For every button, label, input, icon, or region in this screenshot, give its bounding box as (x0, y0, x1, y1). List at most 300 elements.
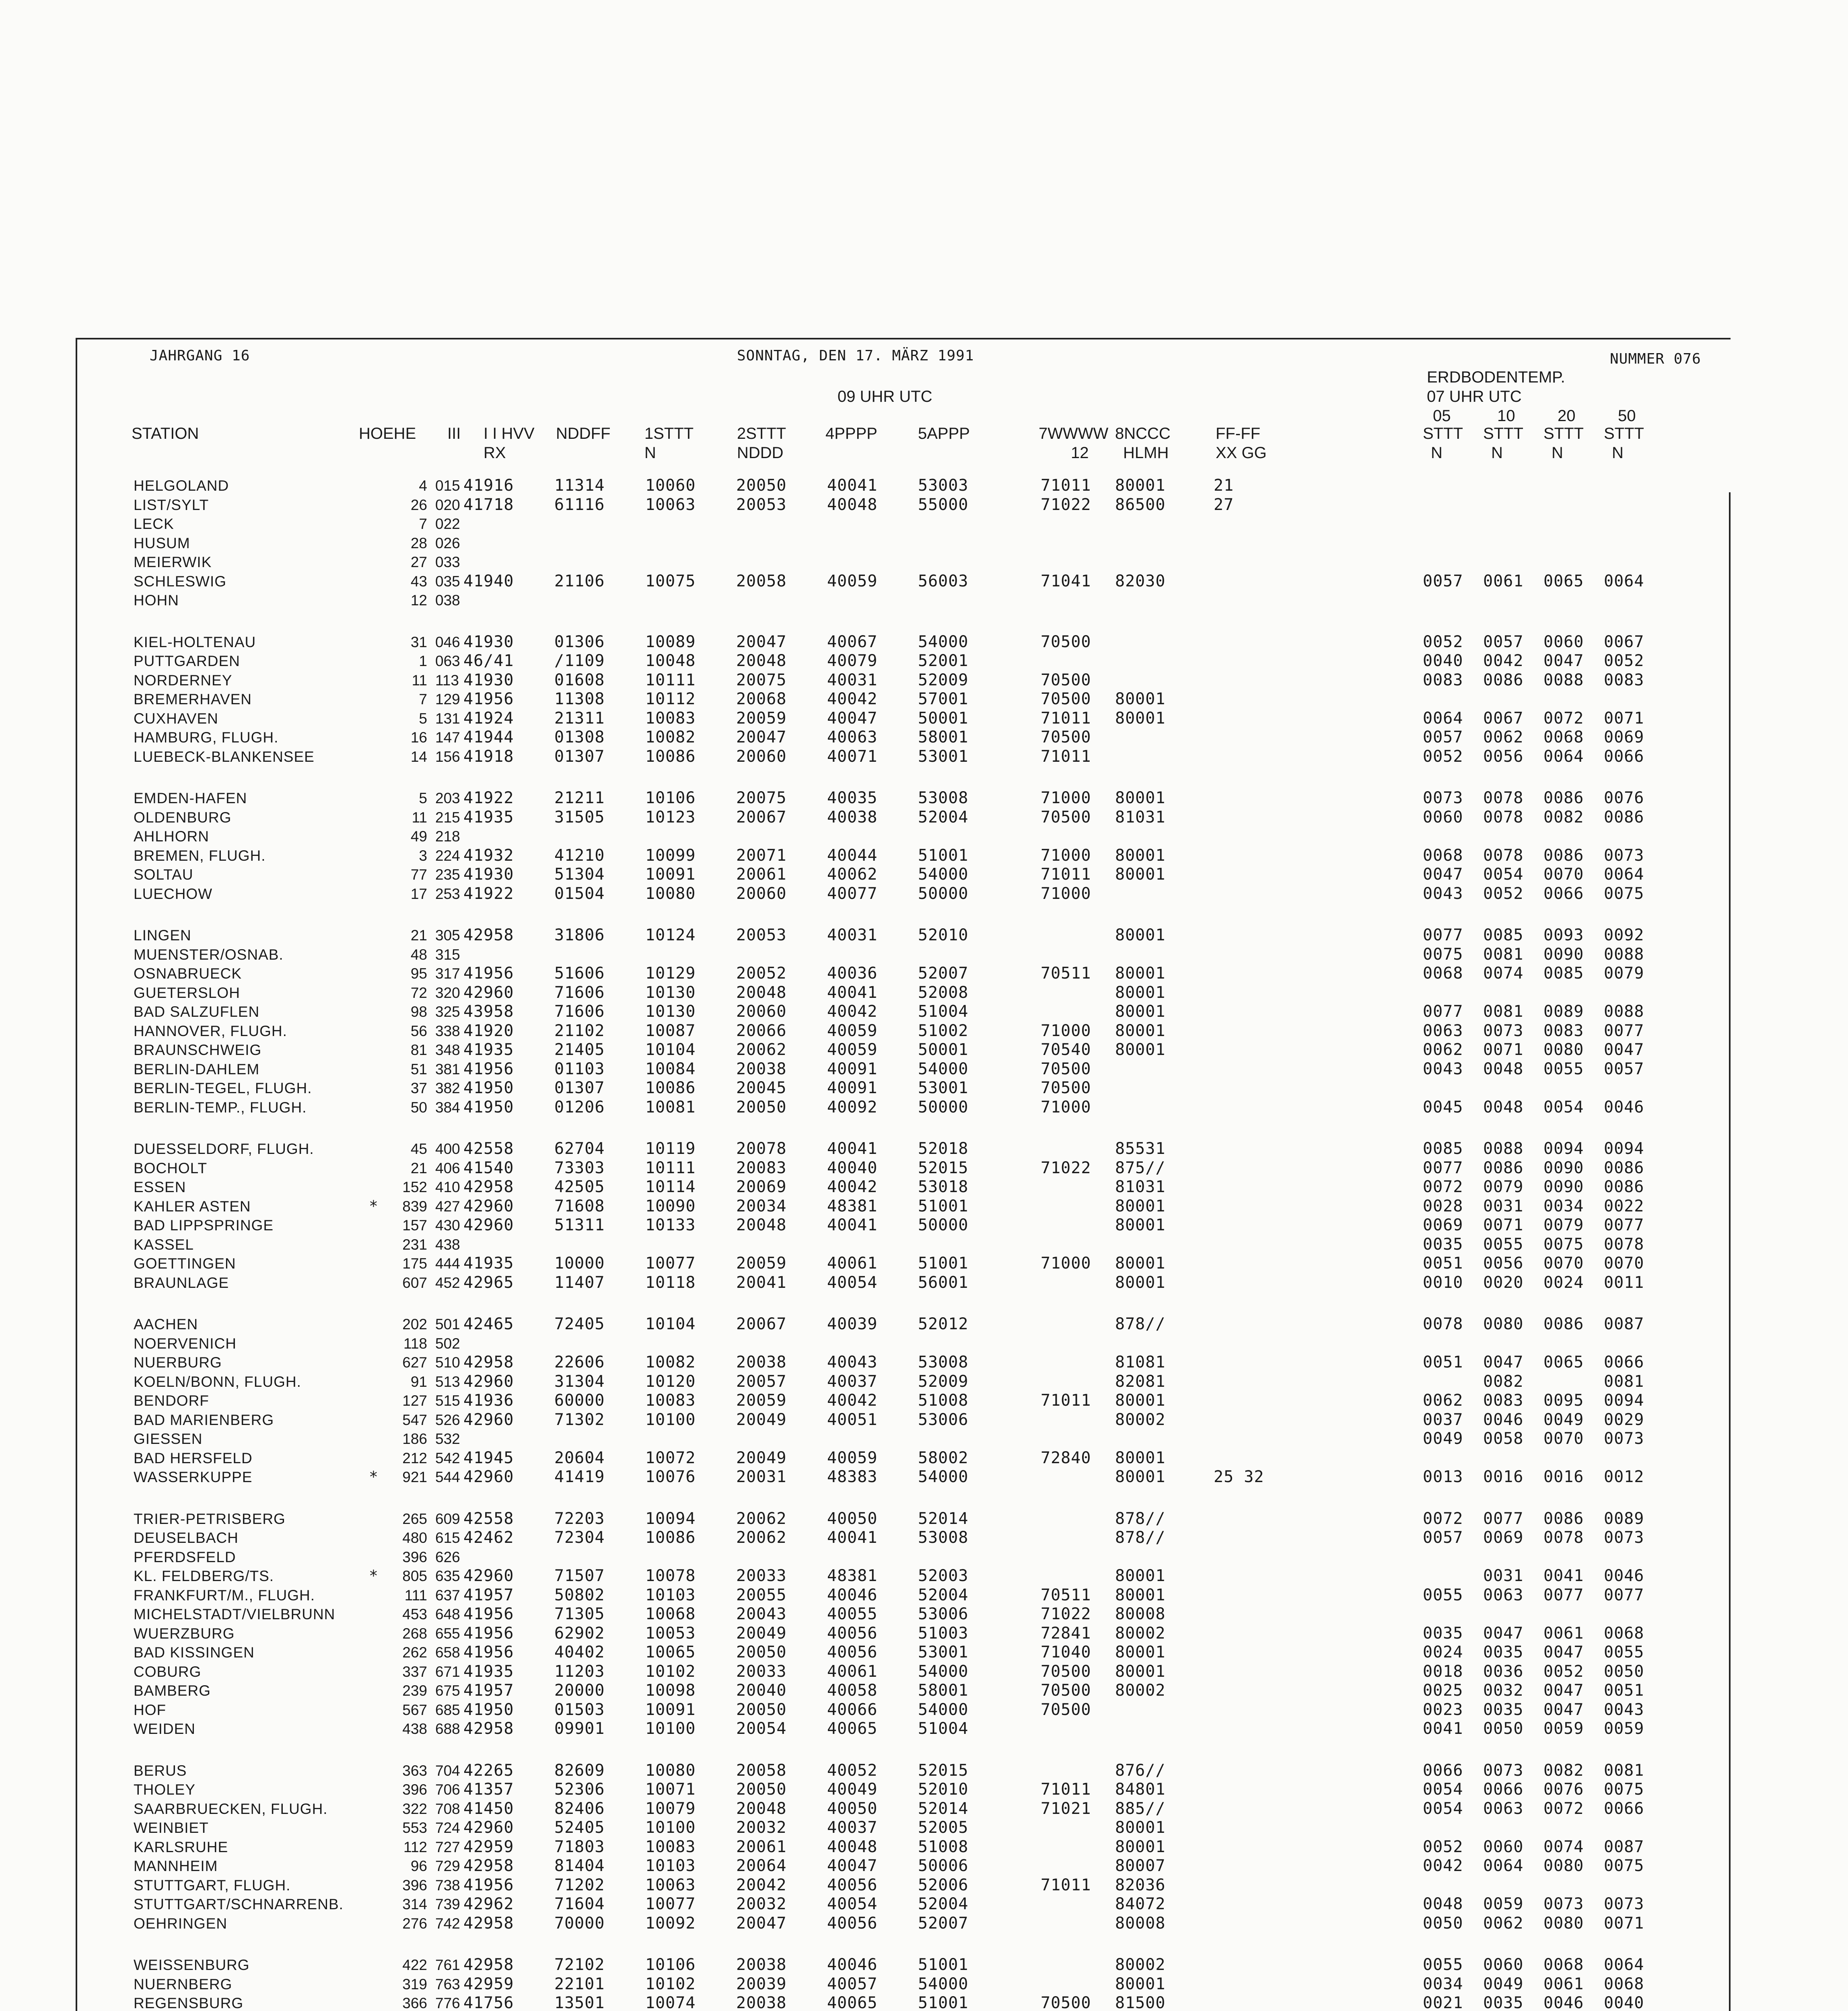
station-name: BAD KISSINGEN (134, 1644, 255, 1661)
obs-value: 10100 (645, 1818, 696, 1837)
soil-temp-value: 0077 (1423, 926, 1463, 944)
table-row (77, 926, 1727, 945)
soil-temp-value: 0089 (1543, 1002, 1584, 1021)
station-id: 615 (435, 1530, 460, 1546)
obs-value: 42558 (463, 1139, 514, 1158)
soil-temp-value: 0072 (1423, 1178, 1463, 1196)
soil-temp-value: 0052 (1423, 1837, 1463, 1856)
soil-temp-value: 0078 (1483, 846, 1524, 865)
depth-50: 50 (1618, 407, 1636, 425)
sheet-right-border (1729, 492, 1731, 2011)
obs-value: 40065 (827, 1994, 878, 2011)
obs-value: 31806 (554, 926, 605, 944)
obs-value: 20064 (736, 1857, 787, 1875)
obs-value: 41357 (463, 1780, 514, 1799)
table-row (77, 1429, 1727, 1449)
obs-value: /1109 (554, 652, 605, 670)
obs-value: 80001 (1115, 983, 1166, 1002)
obs-value: 20033 (736, 1567, 787, 1585)
soil-temp-value: 0086 (1604, 808, 1644, 827)
obs-value: 20050 (736, 476, 787, 495)
col-1sttt: 1STTT (644, 425, 694, 442)
table-row (77, 572, 1727, 591)
obs-value: 70500 (1041, 808, 1091, 827)
obs-value: 875// (1115, 1158, 1166, 1177)
soil-temp-value: 0068 (1543, 1955, 1584, 1974)
obs-value: 21 (1214, 476, 1234, 495)
obs-value: 42958 (463, 1955, 514, 1974)
obs-value: 40071 (827, 747, 878, 766)
soil-temp-value: 0077 (1543, 1585, 1584, 1604)
station-height: 175 (402, 1255, 427, 1272)
obs-value: 20039 (736, 1974, 787, 1993)
station-name: KOELN/BONN, FLUGH. (134, 1373, 301, 1390)
col-soil-05-sub: N (1431, 444, 1443, 462)
obs-value: 20052 (736, 964, 787, 983)
obs-value: 41932 (463, 846, 514, 865)
obs-value: 20062 (736, 1528, 787, 1547)
soil-temp-value: 0074 (1483, 964, 1524, 983)
obs-value: 40046 (827, 1955, 878, 1974)
obs-value: 40041 (827, 1216, 878, 1234)
obs-value: 20033 (736, 1662, 787, 1681)
obs-value: 82081 (1115, 1372, 1166, 1391)
obs-value: 41935 (463, 808, 514, 827)
soil-temp-value: 0012 (1604, 1468, 1644, 1486)
obs-value: 20049 (736, 1448, 787, 1467)
soil-temp-value: 0077 (1423, 1002, 1463, 1021)
obs-value: 40047 (827, 1857, 878, 1875)
obs-value: 41718 (463, 495, 514, 514)
soil-temp-value: 0069 (1604, 728, 1644, 746)
obs-value: 40050 (827, 1509, 878, 1528)
obs-value: 80001 (1115, 1002, 1166, 1021)
obs-value: 20062 (736, 1509, 787, 1528)
soil-temp-value: 0024 (1423, 1643, 1463, 1661)
station-id: 253 (435, 885, 460, 902)
station-height: 21 (410, 1160, 427, 1176)
station-height: 5 (419, 710, 427, 727)
soil-temp-value: 0082 (1483, 1372, 1524, 1391)
obs-value: 80001 (1115, 865, 1166, 884)
station-name: MANNHEIM (134, 1858, 218, 1874)
station-id: 739 (435, 1896, 460, 1912)
station-height: 438 (402, 1721, 427, 1737)
station-name: BERLIN-TEGEL, FLUGH. (134, 1080, 312, 1096)
obs-value: 71000 (1041, 1254, 1091, 1273)
obs-value: 40042 (827, 690, 878, 708)
obs-value: 80001 (1115, 476, 1166, 495)
table-row (77, 633, 1727, 652)
obs-value: 10123 (645, 808, 696, 827)
table-row (77, 1605, 1727, 1624)
obs-value: 53006 (918, 1605, 969, 1623)
station-id: 427 (435, 1198, 460, 1215)
obs-value: 10068 (645, 1605, 696, 1623)
obs-value: 40059 (827, 572, 878, 590)
station-name: SOLTAU (134, 866, 193, 883)
station-id: 515 (435, 1392, 460, 1409)
obs-value: 10104 (645, 1040, 696, 1059)
obs-value: 10114 (645, 1178, 696, 1196)
station-name: BRAUNLAGE (134, 1274, 229, 1291)
obs-value: 42965 (463, 1273, 514, 1292)
station-name: REGENSBURG (134, 1995, 244, 2011)
soil-temp-value: 0080 (1543, 1857, 1584, 1875)
obs-value: 25 32 (1214, 1468, 1264, 1486)
soil-temp-value: 0047 (1543, 652, 1584, 670)
obs-value: 10086 (645, 1528, 696, 1547)
soil-temp-value: 0063 (1483, 1585, 1524, 1604)
station-height: 231 (402, 1236, 427, 1253)
obs-value: 42960 (463, 983, 514, 1002)
station-name: LIST/SYLT (134, 496, 209, 513)
obs-value: 70500 (1041, 670, 1091, 689)
observation-table (77, 476, 1727, 2011)
station-name: DUESSELDORF, FLUGH. (134, 1141, 314, 1157)
table-row (77, 1780, 1727, 1799)
obs-value: 56003 (918, 572, 969, 590)
obs-value: 40042 (827, 1002, 878, 1021)
station-id: 501 (435, 1316, 460, 1332)
soil-temp-value: 0040 (1423, 652, 1463, 670)
station-name: NUERNBERG (134, 1976, 233, 1992)
obs-value: 72304 (554, 1528, 605, 1547)
obs-value: 20066 (736, 1021, 787, 1040)
table-row (77, 747, 1727, 767)
soil-temp-value: 0016 (1543, 1468, 1584, 1486)
obs-value: 53001 (918, 747, 969, 766)
soil-temp-value: 0063 (1423, 1021, 1463, 1040)
soil-temp-value: 0047 (1483, 1353, 1524, 1372)
station-height: 396 (402, 1548, 427, 1565)
obs-value: 20034 (736, 1197, 787, 1215)
obs-value: 51003 (918, 1624, 969, 1643)
station-height: 157 (402, 1217, 427, 1234)
obs-value: 41956 (463, 1059, 514, 1078)
obs-value: 20075 (736, 670, 787, 689)
station-height: 567 (402, 1701, 427, 1718)
table-row (77, 1975, 1727, 1994)
station-id: 609 (435, 1510, 460, 1527)
col-4pppp: 4PPPP (825, 425, 877, 442)
station-name: FRANKFURT/M., FLUGH. (134, 1587, 315, 1604)
obs-value: 53008 (918, 1528, 969, 1547)
station-id: 724 (435, 1820, 460, 1836)
station-name: MUENSTER/OSNAB. (134, 946, 284, 963)
station-id: 637 (435, 1587, 460, 1604)
obs-value: 80001 (1115, 846, 1166, 865)
obs-value: 878// (1115, 1509, 1166, 1528)
station-id: 544 (435, 1469, 460, 1485)
obs-value: 41419 (554, 1468, 605, 1486)
table-row (77, 1235, 1727, 1254)
soil-temp-value: 0094 (1604, 1139, 1644, 1158)
obs-value: 80002 (1115, 1955, 1166, 1974)
obs-value: 42959 (463, 1974, 514, 1993)
soil-temp-value: 0052 (1423, 632, 1463, 651)
obs-value: 53008 (918, 1353, 969, 1372)
obs-value: 41922 (463, 884, 514, 903)
soil-temp-value: 0060 (1423, 808, 1463, 827)
obs-value: 22606 (554, 1353, 605, 1372)
soil-temp-value: 0032 (1483, 1681, 1524, 1700)
station-id: 381 (435, 1061, 460, 1077)
station-name: THOLEY (134, 1781, 196, 1798)
obs-value: 50001 (918, 1040, 969, 1059)
obs-value: 40058 (827, 1681, 878, 1700)
soil-temp-value: 0042 (1423, 1857, 1463, 1875)
obs-value: 80001 (1115, 1040, 1166, 1059)
obs-value: 20047 (736, 1914, 787, 1933)
depth-05: 05 (1433, 407, 1451, 425)
soil-temp-value: 0073 (1604, 1528, 1644, 1547)
station-name: OLDENBURG (134, 809, 232, 826)
col-ffff: FF-FF (1216, 425, 1261, 442)
soil-temp-value: 0075 (1604, 1857, 1644, 1875)
obs-value: 27 (1214, 495, 1234, 514)
obs-value: 41956 (463, 1605, 514, 1623)
station-id: 727 (435, 1838, 460, 1855)
obs-value: 20061 (736, 1837, 787, 1856)
obs-value: 20078 (736, 1139, 787, 1158)
station-name: WUERZBURG (134, 1625, 235, 1642)
obs-value: 21311 (554, 709, 605, 728)
obs-value: 85531 (1115, 1139, 1166, 1158)
col-8nccc-sub: HLMH (1123, 444, 1169, 462)
station-height: 17 (410, 885, 427, 902)
station-name: OEHRINGEN (134, 1915, 228, 1932)
soil-temp-value: 0071 (1483, 1040, 1524, 1059)
soil-temp-value: 0054 (1543, 1098, 1584, 1117)
station-name: PFERDSFELD (134, 1548, 236, 1565)
obs-value: 10078 (645, 1567, 696, 1585)
obs-value: 10103 (645, 1857, 696, 1875)
station-id: 382 (435, 1080, 460, 1096)
obs-value: 41922 (463, 789, 514, 807)
obs-value: 20031 (736, 1468, 787, 1486)
obs-value: 40054 (827, 1273, 878, 1292)
station-height: 553 (402, 1820, 427, 1836)
obs-value: 41935 (463, 1254, 514, 1273)
table-row (77, 1567, 1727, 1586)
station-id: 325 (435, 1003, 460, 1020)
obs-value: 80007 (1115, 1857, 1166, 1875)
obs-value: 71040 (1041, 1643, 1091, 1661)
obs-value: 52009 (918, 670, 969, 689)
obs-value: 42958 (463, 1857, 514, 1875)
obs-value: 10076 (645, 1468, 696, 1486)
station-name: DEUSELBACH (134, 1530, 239, 1546)
table-row (77, 1838, 1727, 1857)
station-name: WEISSENBURG (134, 1957, 250, 1973)
soil-temp-value: 0062 (1423, 1391, 1463, 1410)
obs-value: 42265 (463, 1761, 514, 1780)
obs-value: 71011 (1041, 1875, 1091, 1894)
obs-value: 01503 (554, 1700, 605, 1719)
obs-value: 41924 (463, 709, 514, 728)
soil-temp-value: 0083 (1483, 1391, 1524, 1410)
obs-value: 71000 (1041, 884, 1091, 903)
station-name: GOETTINGEN (134, 1255, 236, 1272)
soil-temp-value: 0083 (1423, 670, 1463, 689)
station-height: 7 (419, 691, 427, 707)
obs-value: 41210 (554, 846, 605, 865)
station-height: 77 (410, 866, 427, 883)
soil-temp-value: 0013 (1423, 1468, 1463, 1486)
station-name: HAMBURG, FLUGH. (134, 729, 279, 746)
station-id: 215 (435, 809, 460, 826)
obs-value: 20043 (736, 1605, 787, 1623)
soil-temp-value: 0059 (1483, 1895, 1524, 1913)
station-name: SAARBRUECKEN, FLUGH. (134, 1800, 328, 1817)
obs-value: 41950 (463, 1700, 514, 1719)
obs-value: 41920 (463, 1021, 514, 1040)
table-row (77, 964, 1727, 983)
soil-temp-value: 0016 (1483, 1468, 1524, 1486)
obs-value: 22101 (554, 1974, 605, 1993)
soil-temp-value: 0078 (1423, 1315, 1463, 1333)
obs-value: 51008 (918, 1837, 969, 1856)
station-name: BRAUNSCHWEIG (134, 1042, 262, 1058)
obs-value: 20067 (736, 1315, 787, 1333)
soil-temp-value: 0077 (1604, 1021, 1644, 1040)
station-name: BAD SALZUFLEN (134, 1003, 260, 1020)
station-id: 648 (435, 1606, 460, 1622)
obs-value: 01608 (554, 670, 605, 689)
station-id: 038 (435, 592, 460, 609)
station-id: 655 (435, 1625, 460, 1642)
obs-value: 53001 (918, 1643, 969, 1661)
soil-temp-value: 0088 (1483, 1139, 1524, 1158)
soil-temp-value: 0037 (1423, 1410, 1463, 1429)
station-id: 235 (435, 866, 460, 883)
table-row (77, 1353, 1727, 1372)
soil-temp-value: 0067 (1604, 632, 1644, 651)
obs-value: 42958 (463, 1719, 514, 1738)
soil-temp-value: 0047 (1604, 1040, 1644, 1059)
obs-value: 55000 (918, 495, 969, 514)
table-row (77, 865, 1727, 884)
obs-value: 20048 (736, 1216, 787, 1234)
obs-value: 71000 (1041, 1098, 1091, 1117)
station-id: 131 (435, 710, 460, 727)
soil-temp-value: 0085 (1483, 926, 1524, 944)
obs-value: 80002 (1115, 1681, 1166, 1700)
obs-value: 51004 (918, 1719, 969, 1738)
soil-temp-value: 0043 (1604, 1700, 1644, 1719)
obs-value: 53003 (918, 476, 969, 495)
table-row (77, 1060, 1727, 1079)
obs-value: 71011 (1041, 1391, 1091, 1410)
obs-value: 10091 (645, 1700, 696, 1719)
obs-value: 62704 (554, 1139, 605, 1158)
station-height: 5 (419, 790, 427, 806)
table-row (77, 1955, 1727, 1975)
obs-value: 71000 (1041, 1021, 1091, 1040)
obs-value: 81500 (1115, 1994, 1166, 2011)
soil-temp-value: 0073 (1543, 1895, 1584, 1913)
station-id: 685 (435, 1701, 460, 1718)
soil-temp-value: 0041 (1543, 1567, 1584, 1585)
table-row (77, 884, 1727, 904)
soil-temp-value: 0060 (1543, 632, 1584, 651)
soil-temp-value: 0034 (1423, 1974, 1463, 1993)
obs-value: 54000 (918, 1468, 969, 1486)
station-id: 063 (435, 653, 460, 669)
obs-value: 71011 (1041, 476, 1091, 495)
obs-value: 40056 (827, 1914, 878, 1933)
soil-temp-value: 0063 (1483, 1799, 1524, 1818)
station-group (77, 633, 1727, 767)
station-name: WEINBIET (134, 1820, 209, 1836)
table-row (77, 652, 1727, 671)
soil-temp-value: 0035 (1423, 1235, 1463, 1254)
soil-temp-value: 0067 (1483, 709, 1524, 728)
station-name: LUEBECK-BLANKENSEE (134, 748, 315, 765)
soil-temp-value: 0010 (1423, 1273, 1463, 1292)
table-row (77, 514, 1727, 534)
station-height: 265 (402, 1510, 427, 1527)
obs-value: 20050 (736, 1098, 787, 1117)
obs-value: 82609 (554, 1761, 605, 1780)
obs-value: 21102 (554, 1021, 605, 1040)
station-height: 50 (410, 1099, 427, 1116)
obs-value: 41930 (463, 670, 514, 689)
obs-value: 01206 (554, 1098, 605, 1117)
obs-value: 53018 (918, 1178, 969, 1196)
obs-value: 71000 (1041, 846, 1091, 865)
obs-value: 10120 (645, 1372, 696, 1391)
soil-temp-value: 0049 (1423, 1429, 1463, 1448)
soil-temp-value: 0064 (1604, 1955, 1644, 1974)
soil-temp-value: 0054 (1483, 865, 1524, 884)
soil-temp-value: 0055 (1423, 1955, 1463, 1974)
col-nddff: NDDFF (556, 425, 611, 442)
obs-value: 31505 (554, 808, 605, 827)
obs-value: 10129 (645, 964, 696, 983)
soil-temp-value: 0071 (1483, 1216, 1524, 1234)
obs-value: 42462 (463, 1528, 514, 1547)
station-height: 111 (404, 1587, 427, 1604)
obs-value: 41756 (463, 1994, 514, 2011)
table-row (77, 1372, 1727, 1392)
obs-value: 48383 (827, 1468, 878, 1486)
soil-temp-value: 0071 (1604, 709, 1644, 728)
obs-value: 10104 (645, 1315, 696, 1333)
table-row (77, 1586, 1727, 1605)
obs-value: 58001 (918, 1681, 969, 1700)
soil-temp-value: 0049 (1543, 1410, 1584, 1429)
obs-value: 40040 (827, 1158, 878, 1177)
station-height: 921 (402, 1469, 427, 1485)
station-id: 688 (435, 1721, 460, 1737)
obs-value: 70540 (1041, 1040, 1091, 1059)
obs-value: 10072 (645, 1448, 696, 1467)
obs-value: 40077 (827, 884, 878, 903)
station-height: 118 (403, 1335, 427, 1352)
soil-temp-value: 0062 (1483, 728, 1524, 746)
obs-value: 72840 (1041, 1448, 1091, 1467)
soil-temp-value: 0046 (1483, 1410, 1524, 1429)
soil-temp-value: 0073 (1604, 1429, 1644, 1448)
obs-value: 13501 (554, 1994, 605, 2011)
station-id: 147 (435, 729, 460, 746)
obs-value: 20071 (736, 846, 787, 865)
station-group (77, 476, 1727, 610)
obs-value: 20000 (554, 1681, 605, 1700)
table-row (77, 476, 1727, 496)
